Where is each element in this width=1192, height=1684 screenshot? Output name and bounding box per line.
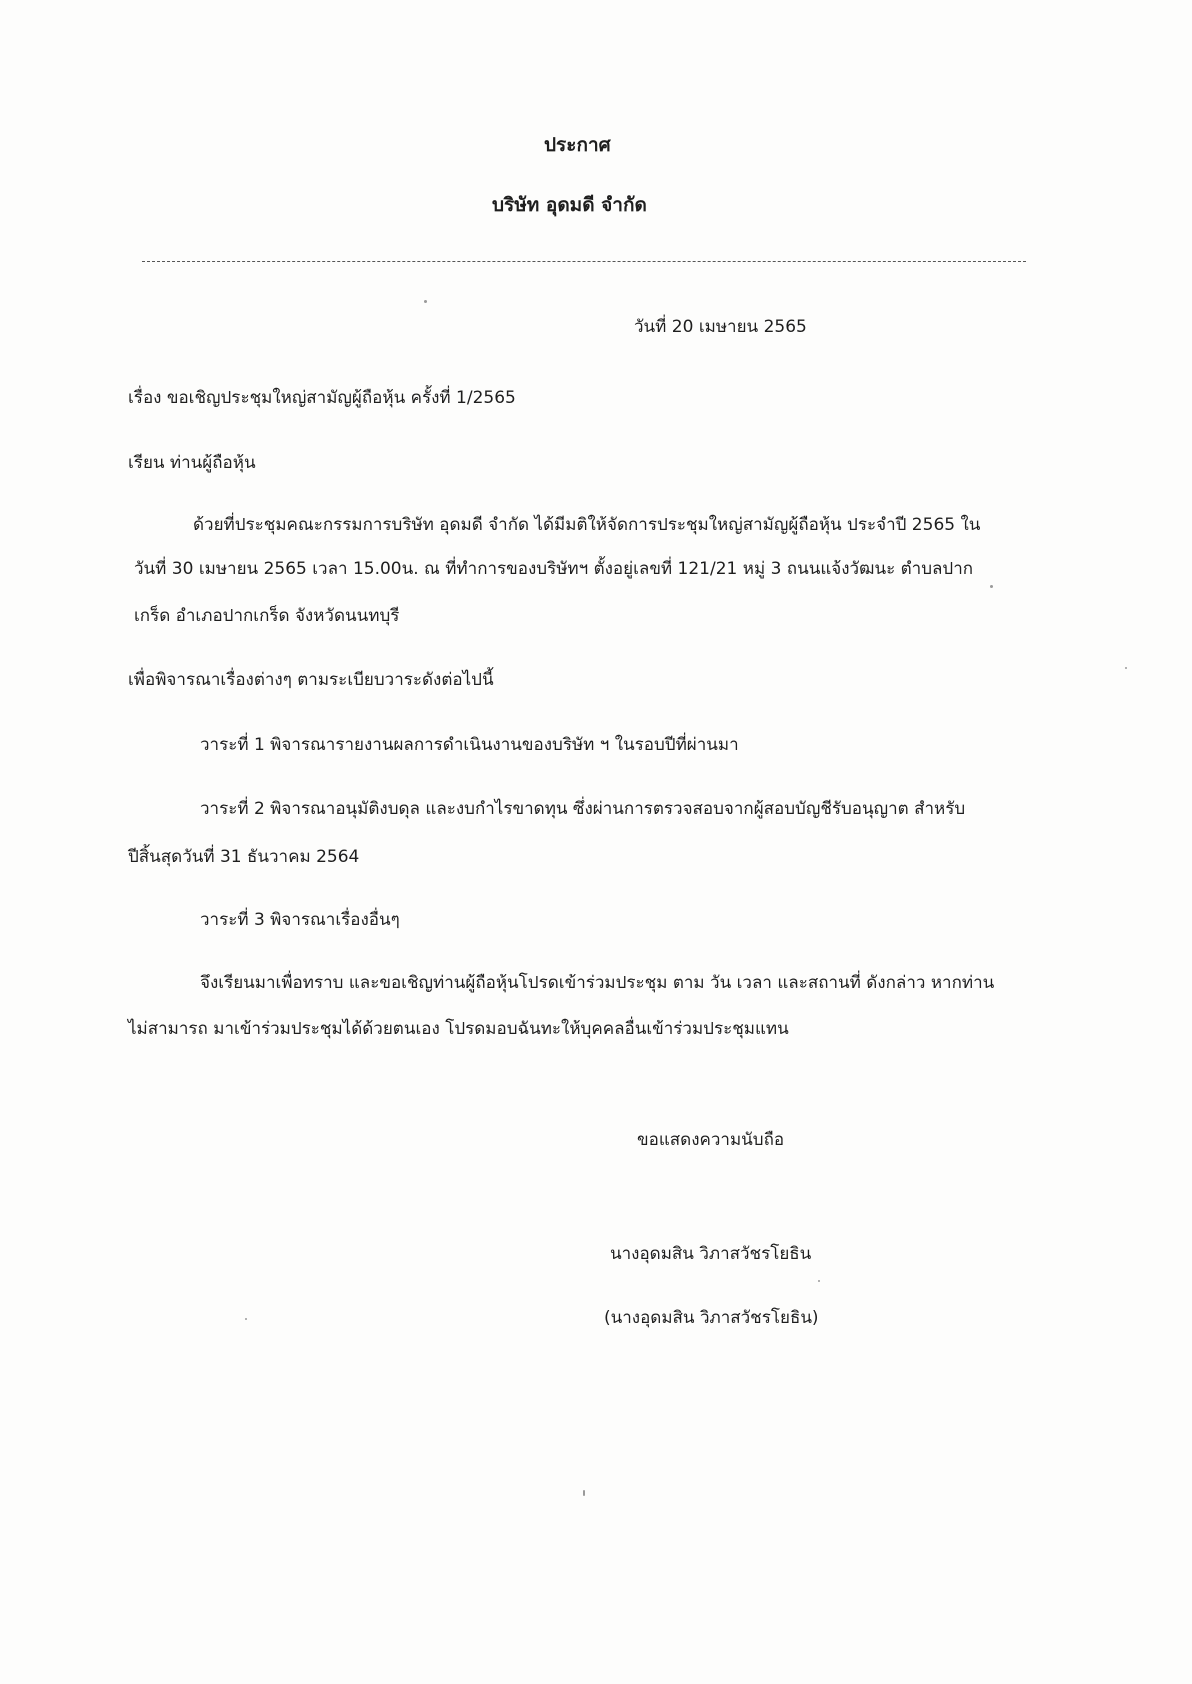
intro-paragraph-line-1: ด้วยที่ประชุมคณะกรรมการบริษัท อุดมดี จำกัด ได้มีมติให้จัดการประชุมใหญ่สามัญผู้ถือหุ้น ประจำปี 2565 ใน — [193, 515, 981, 535]
subject-line: เรื่อง ขอเชิญประชุมใหญ่สามัญผู้ถือหุ้น ครั้งที่ 1/2565 — [128, 388, 516, 408]
scan-speck — [990, 585, 993, 588]
header-divider — [142, 261, 1026, 262]
signatory-printed-name: (นางอุดมสิน วิภาสวัชรโยธิน) — [604, 1308, 819, 1328]
signature: นางอุดมสิน วิภาสวัชรโยธิน — [610, 1244, 812, 1264]
intro-paragraph-line-3: เกร็ด อำเภอปากเกร็ด จังหวัดนนทบุรี — [134, 606, 400, 626]
closing-paragraph-line-2: ไม่สามารถ มาเข้าร่วมประชุมได้ด้วยตนเอง โปรดมอบฉันทะให้บุคคลอื่นเข้าร่วมประชุมแทน — [128, 1019, 789, 1039]
scan-speck — [583, 1490, 585, 1496]
scan-speck — [1125, 667, 1127, 669]
scan-speck — [424, 300, 427, 303]
agenda-item-2-line-2: ปีสิ้นสุดวันที่ 31 ธันวาคม 2564 — [128, 847, 360, 867]
intro-paragraph-line-2: วันที่ 30 เมษายน 2565 เวลา 15.00น. ณ ที่ทำการของบริษัทฯ ตั้งอยู่เลขที่ 121/21 หมู่ 3 ถนนแจ้งวัฒนะ ตำบลปาก — [134, 559, 974, 579]
company-name: บริษัท อุดมดี จำกัด — [492, 194, 647, 216]
document-date: วันที่ 20 เมษายน 2565 — [634, 317, 807, 337]
agenda-item-2-line-1: วาระที่ 2 พิจารณาอนุมัติงบดุล และงบกำไรขาดทุน ซึ่งผ่านการตรวจสอบจากผู้สอบบัญชีรับอนุญาต สำหรับ — [200, 799, 966, 819]
scan-speck — [818, 1280, 820, 1282]
salutation: เรียน ท่านผู้ถือหุ้น — [128, 453, 256, 473]
scan-speck — [245, 1318, 247, 1320]
agenda-intro: เพื่อพิจารณาเรื่องต่างๆ ตามระเบียบวาระดังต่อไปนี้ — [128, 670, 494, 690]
agenda-item-1: วาระที่ 1 พิจารณารายงานผลการดำเนินงานของบริษัท ฯ ในรอบปีที่ผ่านมา — [200, 735, 739, 755]
closing-paragraph-line-1: จึงเรียนมาเพื่อทราบ และขอเชิญท่านผู้ถือหุ้นโปรดเข้าร่วมประชุม ตาม วัน เวลา และสถานที่ ดังกล่าว หากท่าน — [200, 973, 995, 993]
announcement-title: ประกาศ — [544, 134, 611, 156]
closing-regards: ขอแสดงความนับถือ — [637, 1130, 785, 1150]
agenda-item-3: วาระที่ 3 พิจารณาเรื่องอื่นๆ — [200, 910, 400, 930]
